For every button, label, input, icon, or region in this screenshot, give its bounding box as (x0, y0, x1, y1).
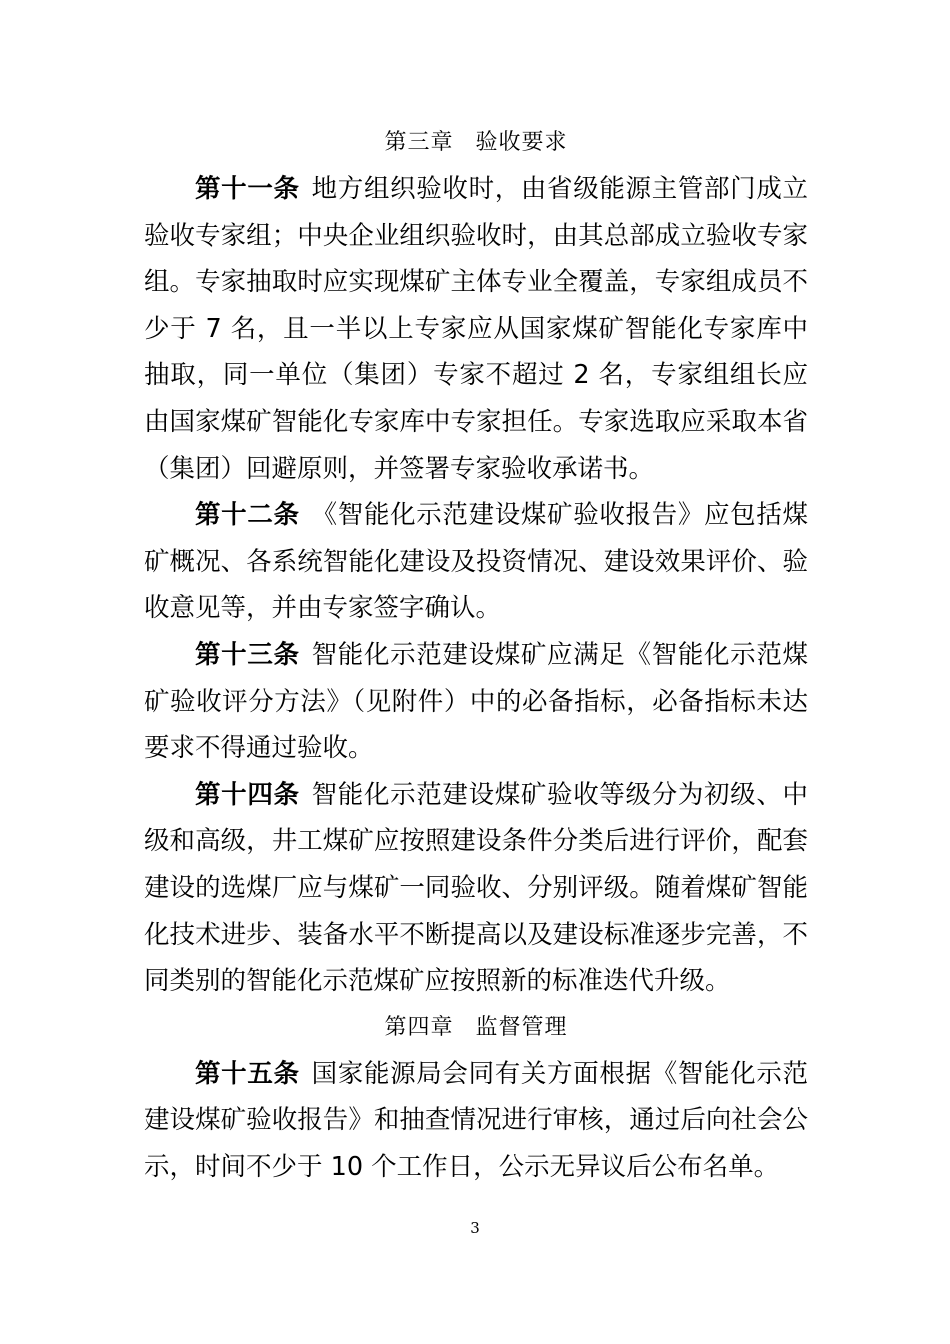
article-label: 第十三条 (195, 639, 300, 670)
article-text: 智能化示范建设煤矿应满足《智能化示范煤矿验收评分方法》（见附件）中的必备指标，必备指标未达要求不得通过验收。 (144, 639, 808, 764)
article-paragraph (144, 1051, 808, 1191)
article-paragraph (144, 632, 808, 772)
article-label: 第十二条 (195, 500, 300, 531)
chapter-title: 监督管理 (475, 1014, 568, 1040)
article-label: 第十一条 (195, 174, 300, 204)
chapter-number: 第三章 (384, 130, 454, 155)
article-paragraph (144, 166, 808, 492)
page-number: 3 (470, 1219, 480, 1237)
chapter-title: 验收要求 (475, 130, 568, 155)
chapter-number: 第四章 (384, 1014, 454, 1040)
article-label: 第十四条 (195, 779, 300, 810)
document-body (144, 120, 808, 1190)
article-paragraph (144, 492, 808, 632)
article-paragraph (144, 772, 808, 1005)
article-label: 第十五条 (195, 1058, 300, 1089)
article-text: 地方组织验收时，由省级能源主管部门成立验收专家组；中央企业组织验收时，由其总部成立验收专家组。专家抽取时应实现煤矿主体专业全覆盖，专家组成员不少于 7 名，且一半以上专家应从国家煤矿智能化专家库中抽取，同一单位（集团）专家不超过 2 名，专家组组长应由国家煤矿智能化专家库中专家担任。专家选取应采取本省（集团）回避原则，并签署专家验收承诺书。 (144, 174, 808, 484)
article-text: 智能化示范建设煤矿验收等级分为初级、中级和高级，井工煤矿应按照建设条件分类后进行评价，配套建设的选煤厂应与煤矿一同验收、分别评级。随着煤矿智能化技术进步、装备水平不断提高以及建设标准逐步完善，不同类别的智能化示范煤矿应按照新的标准迭代升级。 (144, 779, 808, 997)
article-text: 《智能化示范建设煤矿验收报告》应包括煤矿概况、各系统智能化建设及投资情况、建设效果评价、验收意见等，并由专家签字确认。 (144, 500, 808, 624)
chapter-heading-3 (144, 120, 808, 166)
article-text: 国家能源局会同有关方面根据《智能化示范建设煤矿验收报告》和抽查情况进行审核，通过后向社会公示，时间不少于 10 个工作日，公示无异议后公布名单。 (144, 1058, 808, 1182)
chapter-heading-4 (144, 1005, 808, 1051)
